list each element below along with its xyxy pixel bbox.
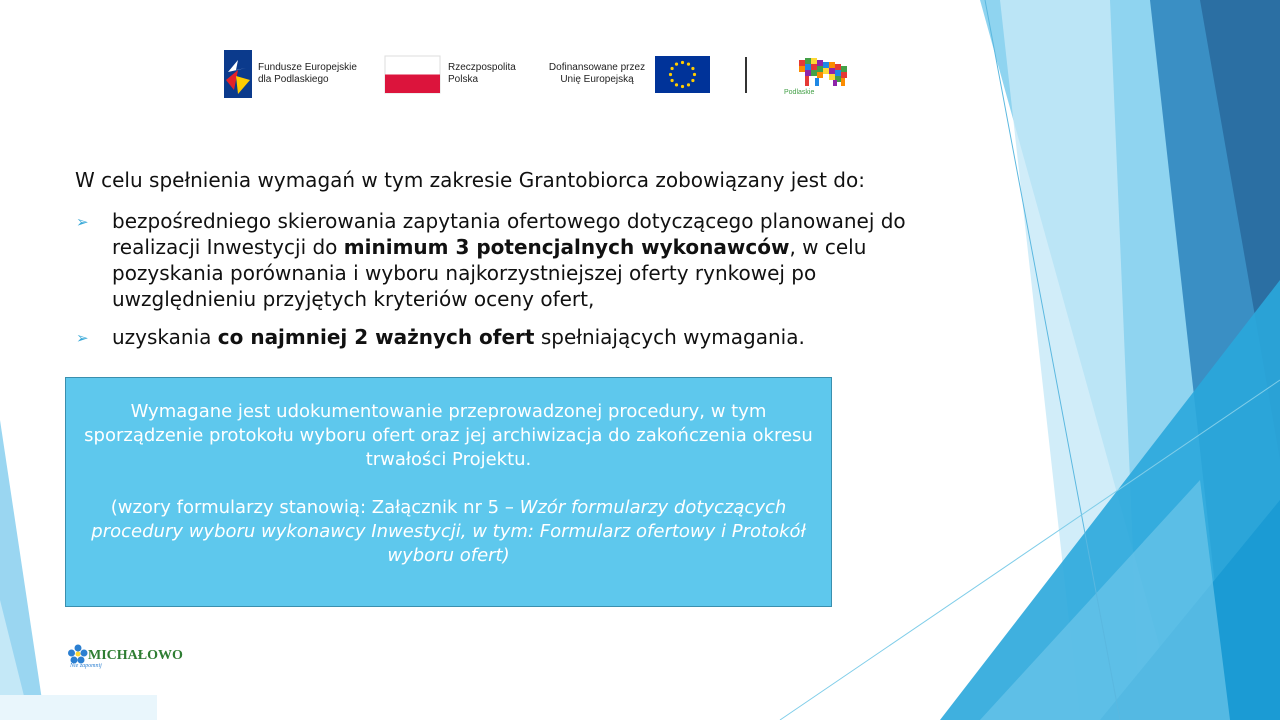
cofinanced-label-line2: Unię Europejską bbox=[560, 74, 634, 85]
poland-label-line1: Rzeczpospolita bbox=[448, 62, 516, 73]
poland-flag-icon bbox=[385, 56, 440, 93]
bullet-1-bold: minimum 3 potencjalnych wykonawców bbox=[343, 235, 790, 259]
bullet-2-text-end: spełniających wymagania. bbox=[534, 325, 805, 349]
bullet-2-bold: co najmniej 2 ważnych ofert bbox=[217, 325, 535, 349]
eu-funds-logo-icon bbox=[224, 50, 252, 98]
eu-funds-label-line1: Fundusze Europejskie bbox=[258, 62, 357, 73]
section-heading: W celu spełnienia wymagań w tym zakresie Grantobiorca zobowiązany jest do: bbox=[75, 168, 865, 192]
bullet-1-text: bezpośredniego skierowania zapytania ofertowego dotyczącego planowanej do realizacji Inwestycji do bbox=[112, 209, 906, 259]
bullet-arrow-icon: ➢ bbox=[76, 329, 89, 347]
bullet-2-text: uzyskania bbox=[112, 325, 218, 349]
bullet-item-1 bbox=[76, 208, 916, 312]
bullet-arrow-icon: ➢ bbox=[76, 213, 89, 231]
info-box-paragraph-2 bbox=[74, 496, 823, 568]
bg-shape-bottom-left bbox=[0, 695, 157, 720]
podlaskie-bison-icon bbox=[784, 54, 855, 96]
michalowo-tagline: Nie zapomnij bbox=[70, 663, 102, 669]
cofinanced-label-line1: Dofinansowane przez bbox=[548, 62, 646, 73]
poland-label-line2: Polska bbox=[448, 74, 479, 85]
info-box-paragraph-2-prefix: (wzory formularzy stanowią: Załącznik nr 5 – bbox=[110, 497, 520, 518]
michalowo-label: MICHAŁOWO bbox=[88, 648, 183, 663]
bullet-1-text-end: , w celu pozyskania porównania i wyboru najkorzystniejszej oferty rynkowej po uwzględnieniu przyjętych kryteriów oceny ofert, bbox=[112, 235, 867, 311]
podlaskie-label: Podlaskie bbox=[784, 89, 815, 96]
eu-funds-label-line2: dla Podlaskiego bbox=[258, 74, 329, 85]
bullet-item-2 bbox=[76, 324, 916, 350]
eu-flag-icon bbox=[655, 56, 710, 93]
forget-me-not-flower-icon bbox=[68, 644, 88, 664]
info-box bbox=[65, 377, 832, 607]
info-box-paragraph-2-italic: Wzór formularzy dotyczących procedury wyboru wykonawcy Inwestycji, w tym: Formularz ofertowy i Protokół wyboru ofert) bbox=[91, 497, 806, 566]
logo-divider bbox=[745, 57, 747, 93]
info-box-paragraph-1: Wymagane jest udokumentowanie przeprowadzonej procedury, w tym sporządzenie protokołu wyboru ofert oraz jej archiwizacja do zakończenia okresu trwałości Projektu. bbox=[84, 401, 813, 470]
